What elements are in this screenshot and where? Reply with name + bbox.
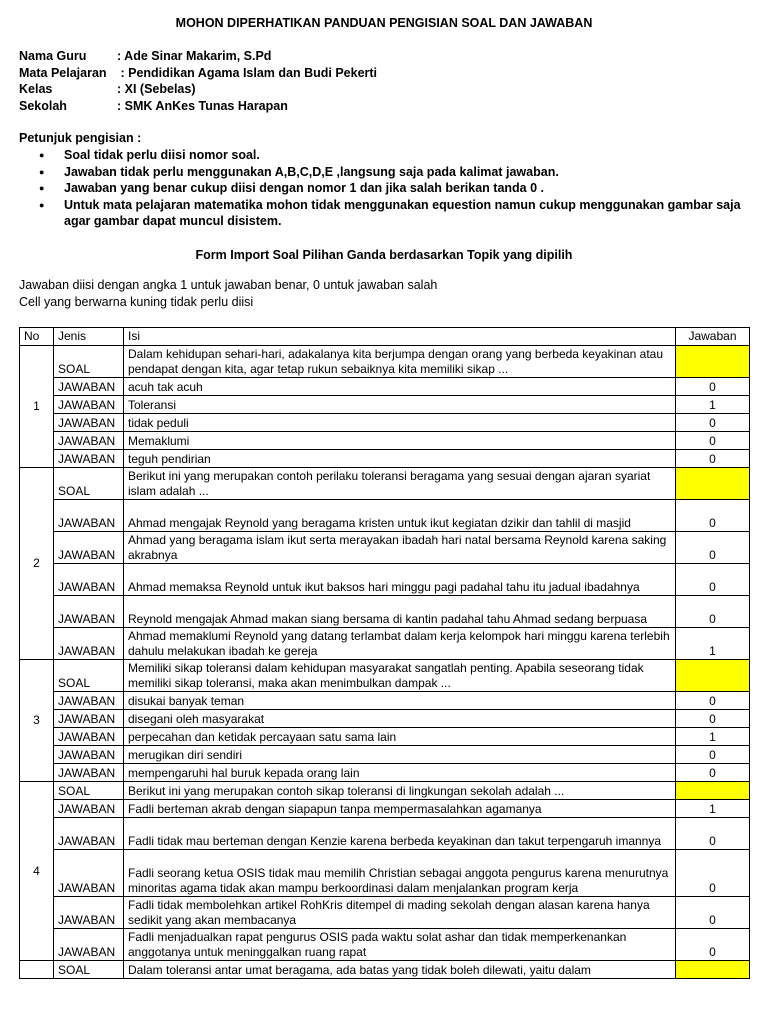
table-row	[20, 929, 750, 961]
cell-isi[interactable]: Ahmad mengajak Reynold yang beragama kristen untuk ikut kegiatan dzikir dan tahlil di masjid	[124, 500, 676, 532]
table-row	[20, 500, 750, 532]
table-row	[20, 818, 750, 850]
cell-jenis: JAWABAN	[54, 532, 124, 564]
meta-label: Kelas	[19, 82, 53, 96]
meta-value: : SMK AnKes Tunas Harapan	[117, 98, 288, 113]
cell-isi[interactable]: Reynold mengajak Ahmad makan siang bersama di kantin padahal tahu Ahmad sedang berpuasa	[124, 596, 676, 628]
cell-jenis: SOAL	[54, 660, 124, 692]
table-row	[20, 564, 750, 596]
meta-label: Sekolah	[19, 98, 67, 113]
teacher-info	[19, 48, 377, 114]
cell-jawaban[interactable]	[676, 468, 750, 500]
cell-isi[interactable]: disukai banyak teman	[124, 692, 676, 710]
cell-isi[interactable]: mempengaruhi hal buruk kepada orang lain	[124, 764, 676, 782]
cell-jawaban[interactable]: 1	[676, 800, 750, 818]
cell-isi[interactable]: acuh tak acuh	[124, 378, 676, 396]
cell-jenis: JAWABAN	[54, 500, 124, 532]
cell-jenis: JAWABAN	[54, 378, 124, 396]
table-header-row	[20, 328, 750, 346]
cell-isi[interactable]: Memaklumi	[124, 432, 676, 450]
cell-isi[interactable]: disegani oleh masyarakat	[124, 710, 676, 728]
cell-jenis: JAWABAN	[54, 710, 124, 728]
cell-jawaban[interactable]: 0	[676, 746, 750, 764]
cell-jenis: JAWABAN	[54, 728, 124, 746]
cell-jenis: SOAL	[54, 468, 124, 500]
cell-jenis: SOAL	[54, 782, 124, 800]
cell-jenis: SOAL	[54, 961, 124, 979]
cell-isi[interactable]: Ahmad memaksa Reynold untuk ikut baksos hari minggu pagi padahal tahu itu jadual ibadahnya	[124, 564, 676, 596]
meta-value: : XI (Sebelas)	[117, 82, 196, 96]
cell-jenis: JAWABAN	[54, 432, 124, 450]
meta-row-teacher	[19, 48, 377, 65]
cell-jenis: JAWABAN	[54, 692, 124, 710]
meta-row-class	[19, 81, 377, 98]
table-row	[20, 897, 750, 929]
cell-isi[interactable]: Fadli tidak mau berteman dengan Kenzie karena berbeda keyakinan dan takut terpengaruh imannya	[124, 818, 676, 850]
table-row	[20, 450, 750, 468]
cell-jawaban[interactable]: 1	[676, 628, 750, 660]
cell-jenis: JAWABAN	[54, 850, 124, 897]
meta-row-subject	[19, 65, 377, 82]
header-jawaban: Jawaban	[676, 328, 750, 346]
cell-jawaban[interactable]: 0	[676, 450, 750, 468]
cell-isi[interactable]: Berikut ini yang merupakan contoh perilaku toleransi beragama yang sesuai dengan ajaran syariat islam adalah ...	[124, 468, 676, 500]
cell-jawaban[interactable]: 0	[676, 897, 750, 929]
cell-jenis: JAWABAN	[54, 596, 124, 628]
table-row	[20, 378, 750, 396]
cell-isi[interactable]: teguh pendirian	[124, 450, 676, 468]
header-isi: Isi	[124, 328, 676, 346]
cell-jawaban[interactable]: 0	[676, 596, 750, 628]
question-number: 4	[20, 782, 54, 961]
meta-value: : Ade Sinar Makarim, S.Pd	[117, 49, 272, 63]
cell-isi[interactable]: perpecahan dan ketidak percayaan satu sama lain	[124, 728, 676, 746]
notes	[19, 277, 437, 311]
cell-jawaban[interactable]: 1	[676, 396, 750, 414]
cell-jawaban[interactable]: 0	[676, 500, 750, 532]
cell-jawaban[interactable]: 1	[676, 728, 750, 746]
instructions-heading: Petunjuk pengisian :	[19, 131, 142, 145]
cell-isi[interactable]: Dalam kehidupan sehari-hari, adakalanya kita berjumpa dengan orang yang berbeda keyakinan atau pendapat dengan kita, agar tetap rukun sebaiknya kita memiliki sikap ...	[124, 346, 676, 378]
meta-value: : Pendidikan Agama Islam dan Budi Pekerti	[117, 65, 378, 80]
table-row	[20, 596, 750, 628]
question-number: 1	[20, 346, 54, 468]
table-row	[20, 396, 750, 414]
cell-jawaban[interactable]: 0	[676, 850, 750, 897]
cell-jenis: JAWABAN	[54, 764, 124, 782]
table-row	[20, 961, 750, 979]
cell-jawaban[interactable]: 0	[676, 432, 750, 450]
table-row	[20, 764, 750, 782]
meta-label: Nama Guru	[19, 49, 87, 63]
cell-jawaban[interactable]: 0	[676, 378, 750, 396]
cell-jenis: SOAL	[54, 346, 124, 378]
cell-jenis: JAWABAN	[54, 628, 124, 660]
table-row	[20, 628, 750, 660]
cell-jenis: JAWABAN	[54, 396, 124, 414]
question-number: 2	[20, 468, 54, 660]
cell-jenis: JAWABAN	[54, 414, 124, 432]
header-jenis: Jenis	[54, 328, 124, 346]
document-title: MOHON DIPERHATIKAN PANDUAN PENGISIAN SOAL DAN JAWABAN	[175, 16, 593, 30]
table-row	[20, 710, 750, 728]
cell-isi[interactable]: Ahmad memaklumi Reynold yang datang terlambat dalam kerja kelompok hari minggu karena terlebih dahulu melakukan ibadah ke gereja	[124, 628, 676, 660]
instruction-item: ● Soal tidak perlu diisi nomor soal.	[19, 147, 754, 164]
question-number: 3	[20, 660, 54, 782]
cell-isi[interactable]: Berikut ini yang merupakan contoh sikap toleransi di lingkungan sekolah adalah ...	[124, 782, 676, 800]
cell-isi[interactable]: Memiliki sikap toleransi dalam kehidupan masyarakat sangatlah penting. Apabila seseorang tidak memiliki sikap toleransi, maka akan menimbulkan dampak ...	[124, 660, 676, 692]
table-row	[20, 468, 750, 500]
cell-jawaban[interactable]: 0	[676, 692, 750, 710]
table-row	[20, 782, 750, 800]
cell-jawaban[interactable]	[676, 346, 750, 378]
cell-jawaban[interactable]: 0	[676, 414, 750, 432]
meta-row-school	[19, 98, 377, 115]
note-line: Jawaban diisi dengan angka 1 untuk jawaban benar, 0 untuk jawaban salah	[19, 278, 438, 292]
cell-jenis: JAWABAN	[54, 746, 124, 764]
instructions	[19, 130, 754, 230]
table-row	[20, 414, 750, 432]
cell-isi[interactable]: Fadli berteman akrab dengan siapapun tanpa mempermasalahkan agamanya	[124, 800, 676, 818]
cell-jawaban[interactable]	[676, 782, 750, 800]
table-row	[20, 660, 750, 692]
cell-jawaban[interactable]: 0	[676, 764, 750, 782]
table-row	[20, 800, 750, 818]
instructions-list	[19, 147, 754, 230]
cell-jawaban[interactable]	[676, 961, 750, 979]
cell-jenis: JAWABAN	[54, 929, 124, 961]
cell-jenis: JAWABAN	[54, 450, 124, 468]
cell-jawaban[interactable]: 0	[676, 710, 750, 728]
cell-isi[interactable]: Dalam toleransi antar umat beragama, ada batas yang tidak boleh dilewati, yaitu dalam	[124, 961, 676, 979]
note-line: Cell yang berwarna kuning tidak perlu diisi	[19, 295, 254, 309]
cell-isi[interactable]: Fadli tidak membolehkan artikel RohKris ditempel di mading sekolah dengan alasan karena hanya sedikit yang akan membacanya	[124, 897, 676, 929]
instruction-item: ● Jawaban yang benar cukup diisi dengan nomor 1 dan jika salah berikan tanda 0 .	[19, 180, 754, 197]
cell-isi[interactable]: Toleransi	[124, 396, 676, 414]
cell-isi[interactable]: merugikan diri sendiri	[124, 746, 676, 764]
question-table	[19, 327, 750, 979]
cell-jawaban[interactable]: 0	[676, 564, 750, 596]
cell-jenis: JAWABAN	[54, 564, 124, 596]
cell-jawaban[interactable]	[676, 660, 750, 692]
table-row	[20, 728, 750, 746]
meta-label: Mata Pelajaran	[19, 65, 107, 80]
cell-jawaban[interactable]: 0	[676, 929, 750, 961]
cell-isi[interactable]: tidak peduli	[124, 414, 676, 432]
cell-isi[interactable]: Fadli seorang ketua OSIS tidak mau memilih Christian sebagai anggota pengurus karena menurutnya minoritas agama tidak akan mampu berkoordinasi dalam menjalankan program kerja	[124, 850, 676, 897]
header-no: No	[20, 328, 54, 346]
table-body	[20, 346, 750, 979]
table-row	[20, 532, 750, 564]
table-row	[20, 432, 750, 450]
cell-jenis: JAWABAN	[54, 818, 124, 850]
cell-jenis: JAWABAN	[54, 897, 124, 929]
cell-jenis: JAWABAN	[54, 800, 124, 818]
cell-isi[interactable]: Ahmad yang beragama islam ikut serta merayakan ibadah hari natal bersama Reynold karena saking akrabnya	[124, 532, 676, 564]
table-row	[20, 746, 750, 764]
cell-jawaban[interactable]: 0	[676, 818, 750, 850]
table-row	[20, 850, 750, 897]
instruction-item: ● Jawaban tidak perlu menggunakan A,B,C,D,E ,langsung saja pada kalimat jawaban.	[19, 164, 754, 181]
cell-jawaban[interactable]: 0	[676, 532, 750, 564]
table-row	[20, 346, 750, 378]
question-number	[20, 961, 54, 979]
instruction-item: ● Untuk mata pelajaran matematika mohon tidak menggunakan equestion namun cukup menggunakan gambar saja agar gambar dapat muncul disistem.	[19, 197, 754, 230]
table-row	[20, 692, 750, 710]
cell-isi[interactable]: Fadli menjadualkan rapat pengurus OSIS pada waktu solat ashar dan tidak memperkenankan anggotanya untuk meninggalkan ruang rapat	[124, 929, 676, 961]
form-title: Form Import Soal Pilihan Ganda berdasarkan Topik yang dipilih	[195, 248, 573, 262]
